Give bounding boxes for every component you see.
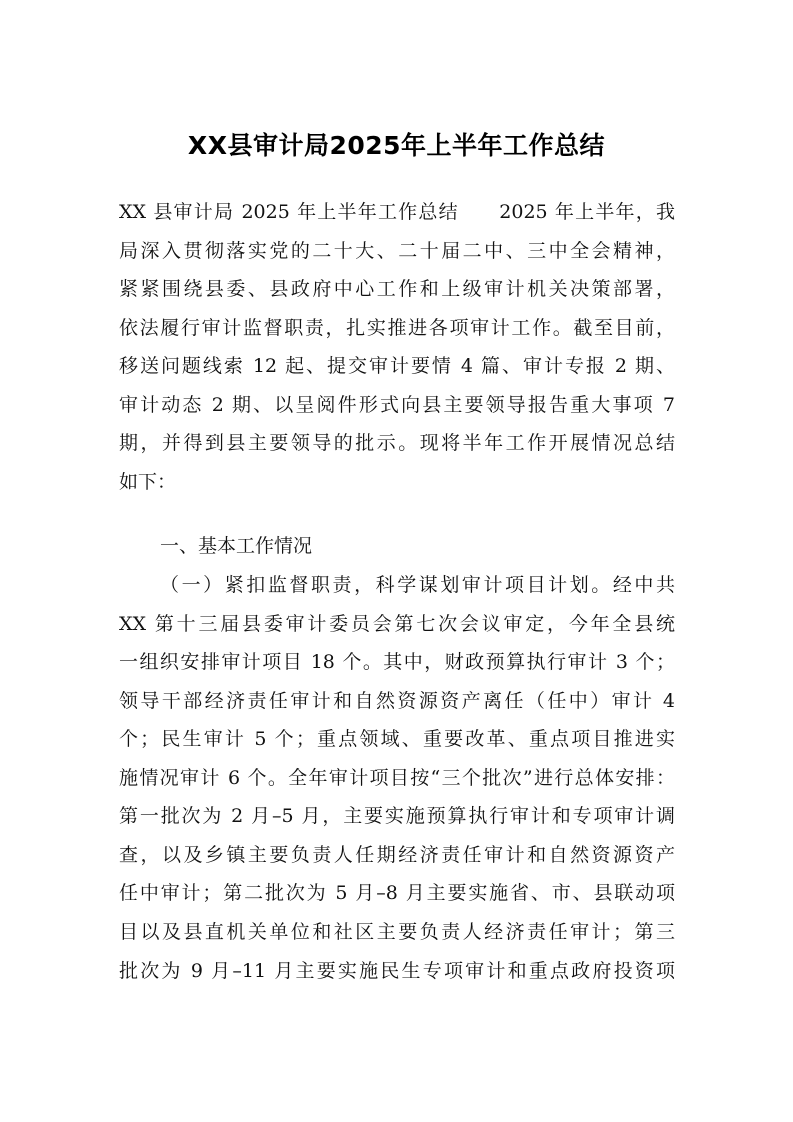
paragraph-line: 局深入贯彻落实党的二十大、二十届二中、三中全会精神， — [119, 240, 675, 262]
paragraph-line: 一组织安排审计项目 18 个。其中，财政预算执行审计 3 个； — [119, 651, 675, 673]
paragraph-line: 个；民生审计 5 个；重点领域、重要改革、重点项目推进实 — [119, 728, 675, 750]
paragraph-line: 查，以及乡镇主要负责人任期经济责任审计和自然资源资产 — [119, 844, 675, 866]
paragraph-line: 依法履行审计监督职责，扎实推进各项审计工作。截至目前， — [119, 317, 675, 339]
paragraph-line: 如下： — [119, 471, 177, 493]
paragraph-line: 批次为 9 月–11 月主要实施民生专项审计和重点政府投资项 — [119, 960, 675, 982]
paragraph-line: 领导干部经济责任审计和自然资源资产离任（任中）审计 4 — [119, 690, 675, 712]
paragraph-line: 移送问题线索 12 起、提交审计要情 4 篇、审计专报 2 期、 — [119, 355, 675, 377]
paragraph-line: 紧紧围绕县委、县政府中心工作和上级审计机关决策部署， — [119, 278, 675, 300]
paragraph-line: 目以及县直机关单位和社区主要负责人经济责任审计；第三 — [119, 921, 675, 943]
document-title: XX县审计局2025年上半年工作总结 — [187, 131, 606, 160]
paragraph-line: XX 第十三届县委审计委员会第七次会议审定，今年全县统 — [119, 613, 675, 635]
paragraph-line: 任中审计；第二批次为 5 月–8 月主要实施省、市、县联动项 — [119, 882, 675, 904]
paragraph-line: 期，并得到县主要领导的批示。现将半年工作开展情况总结 — [119, 432, 675, 454]
paragraph-line: （一）紧扣监督职责，科学谋划审计项目计划。经中共 — [160, 574, 675, 596]
paragraph-line: XX 县审计局 2025 年上半年工作总结 2025 年上半年，我 — [119, 201, 675, 223]
section-heading: 一、基本工作情况 — [160, 535, 313, 557]
paragraph-line: 审计动态 2 期、以呈阅件形式向县主要领导报告重大事项 7 — [119, 394, 675, 416]
paragraph-line: 施情况审计 6 个。全年审计项目按“三个批次”进行总体安排： — [119, 767, 675, 789]
paragraph-line: 第一批次为 2 月–5 月，主要实施预算执行审计和专项审计调 — [119, 805, 675, 827]
